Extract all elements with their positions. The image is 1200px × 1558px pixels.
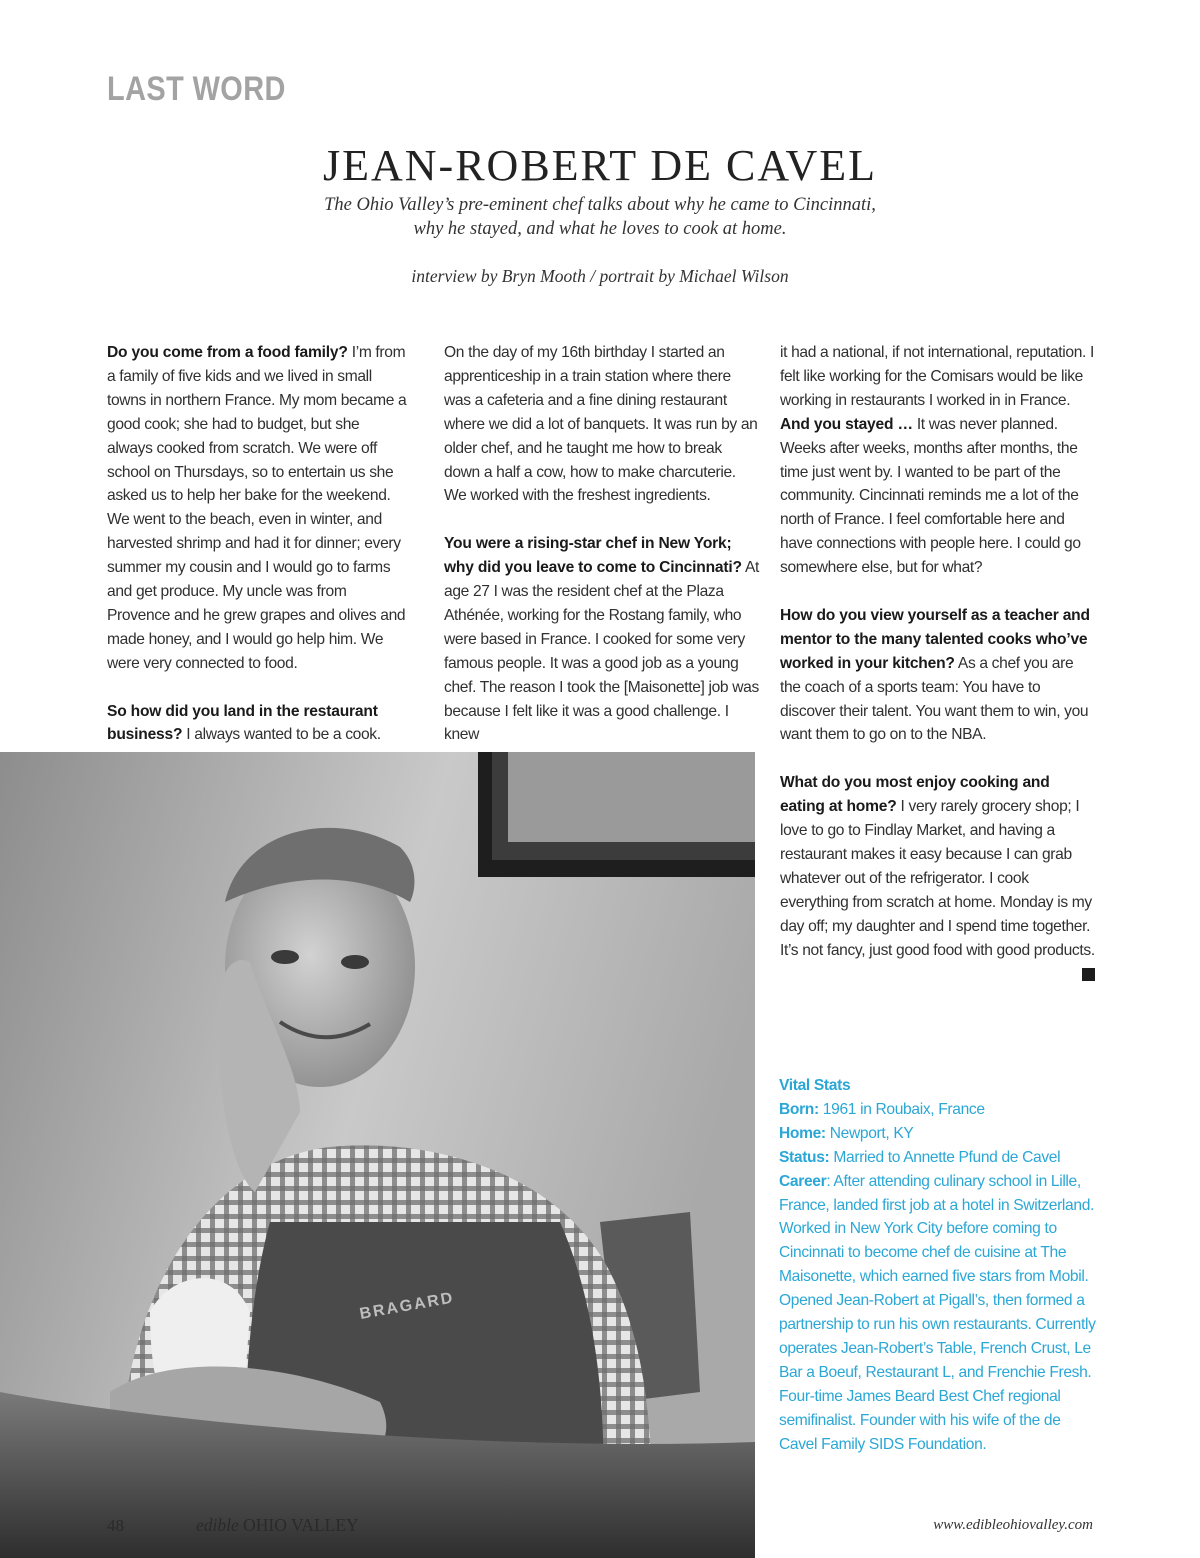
stat-label: Born: <box>779 1100 819 1118</box>
vital-stats-box <box>779 1074 1097 1457</box>
end-of-article-mark <box>1082 968 1095 981</box>
stat-career <box>779 1170 1097 1457</box>
magazine-name-region: OHIO VALLEY <box>238 1515 359 1535</box>
answer: it had a national, if not international, reputation. I felt like working for the Comisars would be like working in restaurants I worked in in France. <box>780 344 1094 409</box>
chef-portrait-photo <box>0 752 755 1558</box>
answer: I’m from a family of five kids and we lived in small towns in northern France. My mom became a good cook; she had to budget, but she always cooked from scratch. We were off school on Thursdays, so to entertain us she asked us to help her bake for the weekend. We went to the beach, even in winter, and harvested shrimp and had it for dinner; every summer my cousin and I would go to farms and get produce. My uncle was from Provence and he grew grapes and olives and made honey, and I would go help him. We were very connected to food. <box>107 344 407 672</box>
stat-label: Career <box>779 1172 827 1190</box>
qa-paragraph <box>444 532 760 747</box>
question: You were a rising-star chef in New York; why did you leave to come to Cincinnati? <box>444 535 742 577</box>
stat-value: : After attending culinary school in Lille, France, landed first job at a hotel in Switzerland. Worked in New York City before coming to Cincinnati to become chef de cuisine at The Maisonette, which earned five stars from Mobil. Opened Jean-Robert at Pigall’s, then formed a partnership to run his own restaurants. Currently operates Jean-Robert’s Table, French Crust, Le Bar a Boeuf, Restaurant L, and Frenchie Fresh. Four-time James Beard Best Chef regional semifinalist. Founder with his wife of the de Cavel Family SIDS Foundation. <box>779 1172 1096 1453</box>
question: Do you come from a food family? <box>107 344 348 361</box>
answer: I very rarely grocery shop; I love to go to Findlay Market, and having a restaurant makes it easy because I can grab whatever out of the refrigerator. I cook everything from scratch at home. Monday is my day off; my daughter and I spend time together. It’s not fancy, just good food with good products. <box>780 798 1095 959</box>
question: What do you most enjoy cooking and eating at home? <box>780 774 1050 816</box>
article-deck <box>250 193 950 241</box>
qa-paragraph <box>107 700 407 748</box>
qa-paragraph <box>780 341 1095 580</box>
page-number: 48 <box>107 1516 124 1535</box>
qa-paragraph <box>780 771 1095 962</box>
article-title: JEAN-ROBERT DE CAVEL <box>323 141 877 190</box>
wall-frame <box>478 752 755 877</box>
text-column-3 <box>780 341 1095 986</box>
question: So how did you land in the restaurant business? <box>107 702 378 744</box>
body-paragraph: On the day of my 16th birthday I started an apprenticeship in a train station where there was a cafeteria and a fine dining restaurant where we did a lot of banquets. It was run by an older chef, and he taught me how to break down a half a cow, how to make charcuterie. We worked with the freshest ingredients. <box>444 344 758 505</box>
section-label: LAST WORD <box>107 70 286 108</box>
question: How do you view yourself as a teacher and mentor to the many talented cooks who’ve worked in your kitchen? <box>780 606 1090 672</box>
answer: As a chef you are the coach of a sports team: You have to discover their talent. You want them to win, you want them to go on to the NBA. <box>780 654 1089 744</box>
article-credits: interview by Bryn Mooth / portrait by Michael Wilson <box>411 266 789 286</box>
vital-stats-heading: Vital Stats <box>779 1077 851 1094</box>
deck-line-1: The Ohio Valley’s pre-eminent chef talks about why he came to Cincinnati, <box>324 195 876 215</box>
left-eye <box>271 950 299 964</box>
answer: At age 27 I was the resident chef at the Plaza Athénée, working for the Rostang family, who were based in France. I cooked for some very famous people. It was a good job as a young chef. The reason I took the [Maisonette] job was because I felt like it was a good challenge. I knew <box>444 559 760 744</box>
stat-born <box>779 1098 1097 1122</box>
stat-label: Status: <box>779 1148 830 1166</box>
text-column-2 <box>444 341 760 771</box>
stat-label: Home: <box>779 1124 826 1142</box>
magazine-url[interactable]: www.edibleohiovalley.com <box>933 1517 1093 1533</box>
portrait-illustration <box>0 752 755 1558</box>
stat-value: 1961 in Roubaix, France <box>818 1100 985 1118</box>
qa-paragraph <box>780 604 1095 747</box>
right-eye <box>341 955 369 969</box>
answer: It was never planned. Weeks after weeks, months after months, the time just went by. I wanted to be part of the community. Cincinnati reminds me a lot of the north of France. I feel comfortable here and have connections with people here. I could go somewhere else, but for what? <box>780 415 1081 577</box>
magazine-name-edible: edible <box>196 1515 239 1535</box>
magazine-name <box>196 1515 359 1536</box>
answer: I always wanted to be a cook. <box>182 726 381 744</box>
deck-line-2: why he stayed, and what he loves to cook at home. <box>413 219 787 239</box>
stat-status <box>779 1146 1097 1170</box>
text-column-1 <box>107 341 407 771</box>
stat-home <box>779 1122 1097 1146</box>
apron-label: BRAGARD <box>358 1289 456 1323</box>
stat-value: Married to Annette Pfund de Cavel <box>829 1148 1061 1166</box>
stat-value: Newport, KY <box>825 1124 914 1142</box>
question: And you stayed … <box>780 415 913 433</box>
qa-paragraph <box>107 341 407 676</box>
